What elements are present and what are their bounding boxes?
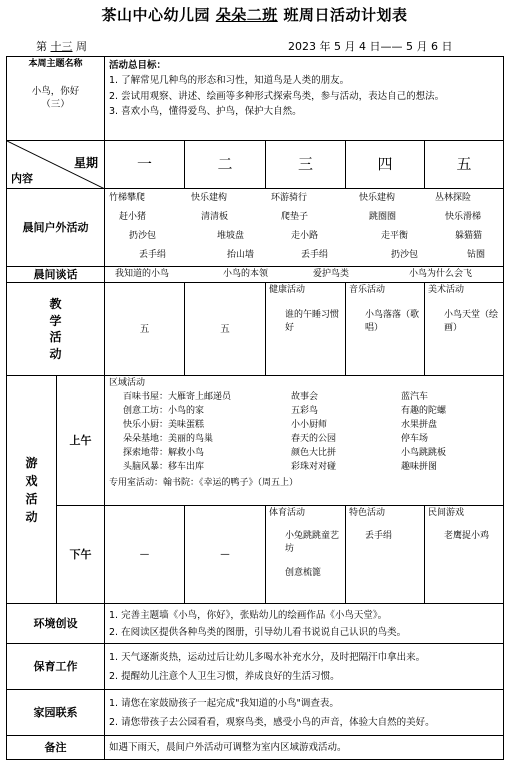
title-suffix: 班周日活动计划表 <box>283 6 408 24</box>
outdoor-item: 清清板 <box>201 212 229 222</box>
activity-type: 体育活动 <box>269 508 306 519</box>
outdoor-item: 快乐建构 <box>359 193 396 203</box>
outdoor-item: 堆坡盘 <box>217 231 245 241</box>
area-item: 创意工坊：小鸟的家 <box>123 406 205 417</box>
area-item: 蓝汽车 <box>401 392 429 403</box>
activity-content: 小鸟天堂（绘画） <box>444 309 499 333</box>
activity-content: 小兔跳跳童艺坊 <box>285 530 340 554</box>
morning-talk-label: 晨间谈话 <box>7 267 105 283</box>
outdoor-item: 走平衡 <box>381 231 409 241</box>
activity-type: 民间游戏 <box>428 508 465 519</box>
class-name: 朵朵二班 <box>215 6 278 24</box>
area-item: 百味书屋：大雁寄上邮递员 <box>123 392 232 403</box>
week-indicator: 第 十三 周 <box>36 40 87 53</box>
notes-cell: 如遇下雨天，晨间户外活动可调整为室内区域游戏活动。 <box>105 736 504 760</box>
goal-item: 3. 喜欢小鸟，懂得爱鸟、护鸟，保护大自然。 <box>109 105 302 117</box>
area-item: 趣味拼图 <box>401 462 438 473</box>
outdoor-item: 快乐滑梯 <box>445 212 482 222</box>
goal-title: 活动总目标： <box>109 60 167 71</box>
outdoor-item: 丛林探险 <box>435 193 472 203</box>
goals-cell <box>105 57 504 141</box>
care-item: 1. 天气逐渐炎热，运动过后让幼儿多喝水补充水分，及时把隔汗巾拿出来。 <box>109 651 426 663</box>
area-item: 水果拼盘 <box>401 420 438 431</box>
teaching-wed <box>266 283 346 376</box>
morning-outdoor-grid <box>105 189 504 267</box>
activity-extra: 创意梳篦 <box>285 568 322 579</box>
page-title <box>0 4 509 25</box>
area-item: 小鸟跳跳板 <box>401 448 447 459</box>
teaching-fri <box>425 283 504 376</box>
talk-item: 我知道的小鸟 <box>115 268 170 279</box>
family-cell <box>105 690 504 736</box>
care-label: 保育工作 <box>7 644 105 690</box>
area-item: 五彩鸟 <box>291 406 319 417</box>
teaching-thu <box>346 283 425 376</box>
theme-part: （三） <box>41 98 70 110</box>
outdoor-item: 快乐建构 <box>191 193 228 203</box>
area-item: 有趣的陀螺 <box>401 406 447 417</box>
outdoor-item: 走小路 <box>291 231 319 241</box>
environment-label: 环境创设 <box>7 604 105 644</box>
area-item: 探索地带：解救小鸟 <box>123 448 205 459</box>
day-header: 三 <box>266 141 346 189</box>
outdoor-item: 丢手绢 <box>139 250 167 260</box>
goal-item: 2. 尝试用观察、讲述、绘画等多种形式探索鸟类，参与活动，表达自己的想法。 <box>109 90 445 102</box>
family-item: 1. 请您在家鼓励孩子一起完成"我知道的小鸟"调查表。 <box>109 697 339 709</box>
care-cell <box>105 644 504 690</box>
pm-label: 下午 <box>57 506 105 604</box>
special-room-activity: 专用室活动：翰书院：《幸运的鸭子》（周五上） <box>109 478 299 489</box>
area-item: 停车场 <box>401 434 429 445</box>
week-number: 十三 <box>50 40 73 53</box>
goal-item: 1. 了解常见几种鸟的形态和习性，知道鸟是人类的朋友。 <box>109 75 350 87</box>
activity-type: 健康活动 <box>269 285 306 296</box>
pm-fri <box>425 506 504 604</box>
games-label: 游 戏 活 动 <box>7 376 57 604</box>
morning-talk-cell <box>105 267 504 283</box>
teaching-mon: 五 <box>105 283 185 376</box>
morning-outdoor-label: 晨间户外活动 <box>7 189 105 267</box>
day-header: 五 <box>425 141 504 189</box>
area-item: 故事会 <box>291 392 319 403</box>
content-label: 内容 <box>11 171 33 185</box>
day-header: 一 <box>105 141 185 189</box>
outdoor-item: 丢手绢 <box>301 250 329 260</box>
theme-label: 本周主题名称 <box>28 59 83 69</box>
area-item: 春天的公园 <box>291 434 337 445</box>
area-item: 颜色大比拼 <box>291 448 337 459</box>
outdoor-item: 扔沙包 <box>129 231 157 241</box>
outdoor-item: 钻圈 <box>467 250 486 260</box>
date-range: 2023 年 5 月 4 日—— 5 月 6 日 <box>288 40 453 53</box>
talk-item: 爱护鸟类 <box>313 268 350 279</box>
environment-item: 2. 在阅读区提供各种鸟类的图册，引导幼儿看书说说自己认识的鸟类。 <box>109 626 407 638</box>
theme-cell <box>7 57 105 141</box>
teaching-tue: 五 <box>185 283 266 376</box>
theme-name: 小鸟，你好 <box>31 85 80 97</box>
outdoor-item: 爬垫子 <box>281 212 309 222</box>
activity-content: 老鹰捉小鸡 <box>444 530 490 541</box>
talk-item: 小鸟为什么会飞 <box>409 268 473 279</box>
day-header: 二 <box>185 141 266 189</box>
notes-label: 备注 <box>7 736 105 760</box>
family-label: 家园联系 <box>7 690 105 736</box>
family-item: 2. 请您带孩子去公园看看，观察鸟类，感受小鸟的声音，体验大自然的美好。 <box>109 716 435 728</box>
outdoor-item: 躲猫猫 <box>455 231 483 241</box>
outdoor-item: 扔沙包 <box>391 250 419 260</box>
outdoor-item: 跳圈圈 <box>369 212 397 222</box>
environment-cell <box>105 604 504 644</box>
outdoor-item: 抬山墙 <box>227 250 255 260</box>
area-activities <box>105 376 504 506</box>
pm-thu <box>346 506 425 604</box>
activity-content: 谁的午睡习惯好 <box>285 309 340 333</box>
activity-type: 美术活动 <box>428 285 465 296</box>
day-header: 四 <box>346 141 425 189</box>
activity-content: 小鸟落落（歌唱） <box>365 309 420 333</box>
environment-item: 1. 完善主题墙《小鸟，你好》，张贴幼儿的绘画作品《小鸟天堂》。 <box>109 609 388 621</box>
area-item: 朵朵基地：美丽的鸟巢 <box>123 434 214 445</box>
plan-table <box>6 56 504 760</box>
area-title: 区域活动 <box>109 378 146 389</box>
outdoor-item: 赶小猪 <box>119 212 147 222</box>
area-item: 小小厨师 <box>291 420 328 431</box>
area-item: 彩珠对对碰 <box>291 462 337 473</box>
talk-item: 小鸟的本领 <box>223 268 269 279</box>
activity-type: 音乐活动 <box>349 285 386 296</box>
area-item: 快乐小厨：美味蛋糕 <box>123 420 205 431</box>
pm-tue: — <box>185 506 266 604</box>
outdoor-item: 竹梯攀爬 <box>109 193 146 203</box>
school-name: 茶山中心幼儿园 <box>101 6 210 24</box>
activity-content: 丢手绢 <box>365 530 393 541</box>
care-item: 2. 提醒幼儿注意个人卫生习惯，养成良好的生活习惯。 <box>109 670 340 682</box>
pm-wed <box>266 506 346 604</box>
pm-mon: — <box>105 506 185 604</box>
weekday-label: 星期 <box>74 156 99 170</box>
area-item: 头脑风暴：移车出库 <box>123 462 205 473</box>
activity-type: 特色活动 <box>349 508 386 519</box>
outdoor-item: 环游骑行 <box>271 193 308 203</box>
weekday-diagonal-header <box>7 141 105 189</box>
am-label: 上午 <box>57 376 105 506</box>
teaching-label: 教 学 活 动 <box>7 283 105 376</box>
